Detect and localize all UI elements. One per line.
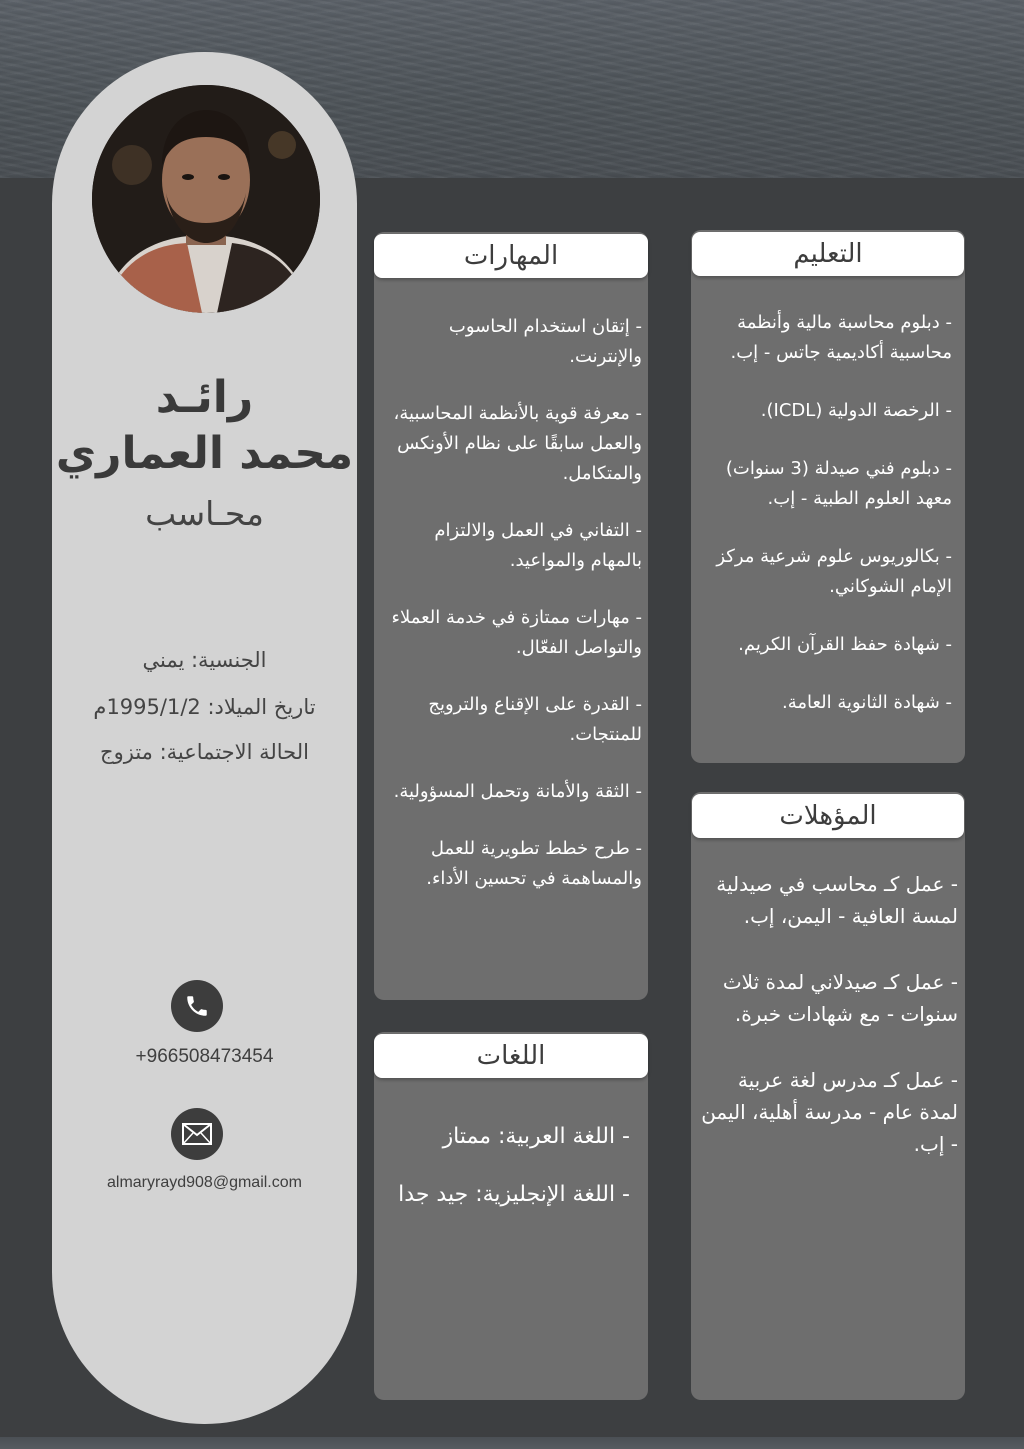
skill-item: - مهارات ممتازة في خدمة العملاء والتواصل الفعّال. [391, 607, 642, 658]
skills-title: المهارات [374, 234, 648, 278]
language-item: - اللغة الإنجليزية: جيد جدا [398, 1182, 630, 1207]
education-item: - شهادة الثانوية العامة. [781, 692, 952, 713]
skill-item: - طرح خطط تطويرية للعمل والمساهمة في تحسين الأداء. [426, 838, 642, 889]
email-address[interactable]: almaryrayd908@gmail.com [107, 1174, 302, 1191]
phone-icon [171, 980, 223, 1032]
envelope-icon [171, 1108, 223, 1160]
marital-status: الحالة الاجتماعية: متزوج [100, 740, 309, 764]
qualifications-list [700, 868, 958, 1160]
phone-number[interactable]: +966508473454 [135, 1046, 274, 1067]
education-list [700, 308, 952, 718]
profile-photo [92, 85, 320, 313]
education-item: - دبلوم فني صيدلة (3 سنوات) معهد العلوم الطبية - إب. [725, 458, 952, 509]
qualification-item: - عمل كـ محاسب في صيدلية لمسة العافية - اليمن، إب. [716, 872, 958, 928]
qualification-item: - عمل كـ مدرس لغة عربية لمدة عام - مدرسة أهلية، اليمن - إب. [701, 1068, 958, 1156]
language-item: - اللغة العربية: ممتاز [442, 1124, 630, 1149]
job-title: محـاسب [145, 494, 264, 533]
birth-date: تاريخ الميلاد: 1995/1/2م [93, 695, 316, 719]
education-title: التعليم [692, 232, 964, 276]
full-name: محمد العماري [55, 428, 354, 479]
footer-texture [0, 1437, 1024, 1449]
languages-list [380, 1122, 630, 1210]
skill-item: - معرفة قوية بالأنظمة المحاسبية، والعمل سابقًا على نظام الأونكس والمتكامل. [393, 403, 642, 484]
skills-list [378, 312, 642, 894]
qualification-item: - عمل كـ صيدلاني لمدة ثلاث سنوات - مع شهادات خبرة. [722, 970, 958, 1026]
languages-title: اللغات [374, 1034, 648, 1078]
education-item: - بكالوريوس علوم شرعية مركز الإمام الشوكاني. [716, 546, 952, 597]
languages-panel [374, 1032, 648, 1400]
skill-item: - القدرة على الإقناع والترويج للمنتجات. [428, 694, 642, 745]
skill-item: - الثقة والأمانة وتحمل المسؤولية. [393, 781, 642, 802]
qualifications-title: المؤهلات [692, 794, 964, 838]
education-item: - شهادة حفظ القرآن الكريم. [738, 634, 952, 655]
portrait-photo-icon [92, 85, 320, 313]
education-item: - الرخصة الدولية (ICDL). [760, 400, 952, 421]
nationality: الجنسية: يمني [142, 648, 267, 672]
skill-item: - إتقان استخدام الحاسوب والإنترنت. [448, 316, 642, 367]
education-item: - دبلوم محاسبة مالية وأنظمة محاسبية أكاديمية جاتس - إب. [730, 312, 952, 363]
first-name: رائـد [155, 372, 254, 423]
skill-item: - التفاني في العمل والالتزام بالمهام والمواعيد. [434, 520, 642, 571]
